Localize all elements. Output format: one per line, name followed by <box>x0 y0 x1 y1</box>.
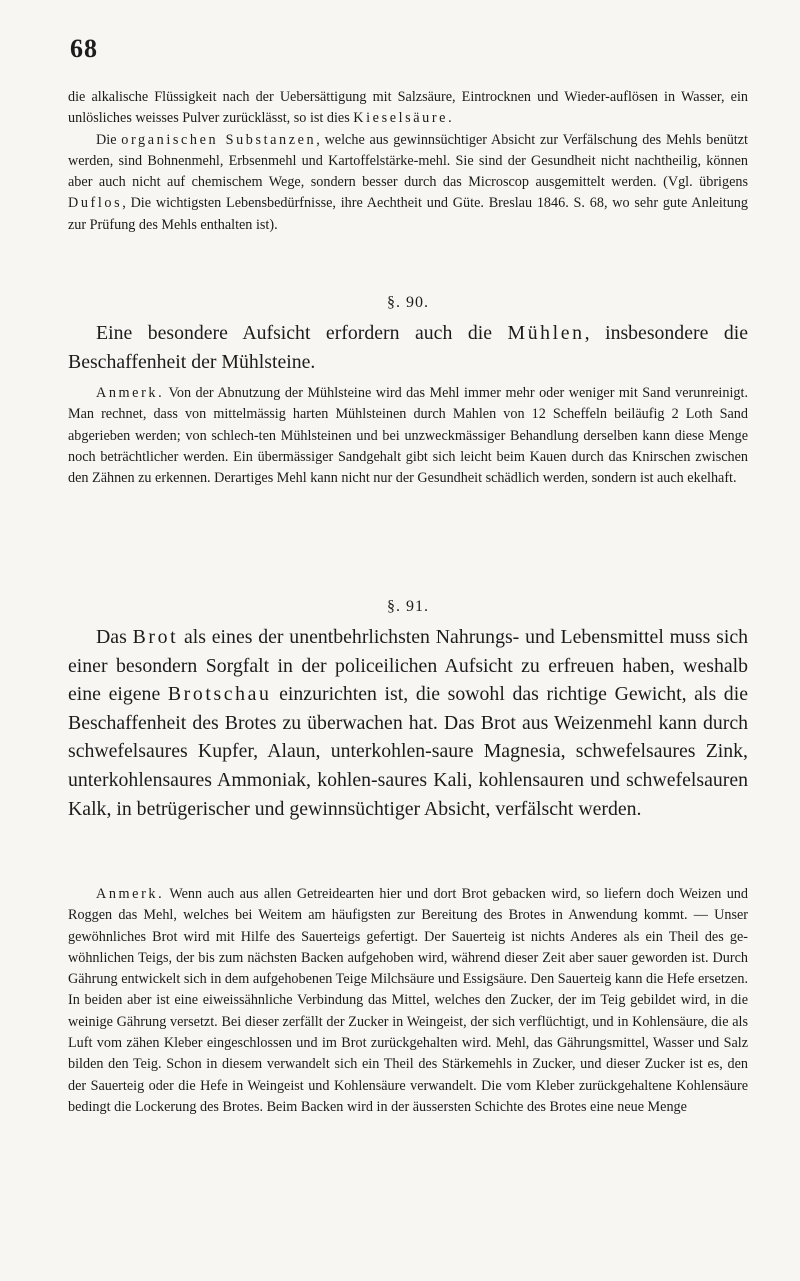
author-duflos: Duflos <box>68 195 123 212</box>
page-number: 68 <box>70 34 98 63</box>
text-run: , Die wichtigsten Lebensbedürfnisse, ihre Aechtheit und Güte. Breslau 1846. S. 68, wo sehr gute Anleitung zur Prüfung des Mehls enthalten ist). <box>68 195 748 233</box>
text-run: die alkalische Flüssigkeit nach der Uebersättigung mit Salzsäure, Eintrocknen und Wieder-auflösen in Wasser, ein unlösliches weisses Pulver zurücklässt, so ist dies <box>68 89 748 127</box>
text-run: . <box>448 110 452 127</box>
text-run: Die <box>96 131 122 148</box>
term-brotschau: Brotschau <box>167 683 272 706</box>
note-section-91 <box>68 884 748 1118</box>
text-run: einzurichten ist, die sowohl das richtige Gewicht, als die Beschaffenheit des Brotes zu überwachen hat. Das Brot aus Weizenmehl kann durch schwefelsaures Kupfer, Alaun, unterkohlen-saure Magnesia, schwefelsaures Zink, unterkohlensaures Ammoniak, kohlen-saures Kali, kohlensauren und schwefelsauren Kalk, in betrügerischer und gewinnsüchtiger Absicht, verfälscht werden. <box>68 683 748 820</box>
paragraph-organic-substances <box>68 130 748 236</box>
text-run: als eines der unentbehrlichsten Nahrungs- und Lebensmittel muss sich einer besondern Sorgfalt in der policeilichen Aufsicht zu erfreuen haben, weshalb eine eigene <box>68 626 748 706</box>
note-label: Anmerk. <box>96 886 165 902</box>
text-run: Das <box>96 626 133 648</box>
term-organic-substances: organischen Substanzen <box>121 131 317 148</box>
term-brot: Brot <box>132 626 179 648</box>
paragraph-section-90 <box>68 319 748 376</box>
note-section-90 <box>68 383 748 489</box>
paragraph-section-91 <box>68 623 748 823</box>
paragraph-kieselsaeure <box>68 87 748 130</box>
section-heading-91: §. 91. <box>387 598 429 615</box>
text-run: , welche aus gewinnsüchtiger Absicht zur Verfälschung des Mehls benützt werden, sind Bohnenmehl, Erbsenmehl und Kartoffelstärke-mehl. Sie sind der Gesundheit nicht nachtheilig, können aber auch nicht auf chemischem Wege, sondern besser durch das Microscop ausgemittelt werden. (Vgl. übrigens <box>68 131 748 191</box>
text-run: Von der Abnutzung der Mühlsteine wird das Mehl immer mehr oder weniger mit Sand verunreinigt. Man rechnet, dass von mittelmässig harten Mühlsteinen durch Mahlen von 12 Scheffeln beiläufig 2 Loth Sand abgerieben werden; von schlech-ten Mühlsteinen und bei unzweckmässiger Behandlung derselben kann diese Menge noch beträchtlicher werden. Ein übermässiger Sandgehalt gibt sich leicht beim Kauen durch das Knirschen zwischen den Zähnen zu erkennen. Derartiges Mehl kann nicht nur der Gesundheit schädlich werden, sondern ist auch ekelhaft. <box>68 385 748 487</box>
term-kieselsaeure: Kieselsäure <box>353 110 449 127</box>
note-label: Anmerk. <box>96 385 165 401</box>
intro-paragraphs <box>68 87 748 236</box>
text-run: , insbesondere die Beschaffenheit der Mühlsteine. <box>68 322 749 373</box>
text-run: Eine besondere Aufsicht erfordern auch die <box>96 322 508 344</box>
term-muehlen: Mühlen <box>507 322 585 344</box>
section-heading-90: §. 90. <box>387 294 429 311</box>
text-run: Wenn auch aus allen Getreidearten hier und dort Brot gebacken wird, so liefern doch Weizen und Roggen das Mehl, welches bei Weitem am häufigsten zur Bereitung des Brotes in Anwendung kommt. — Unser gewöhnliches Brot wird mit Hilfe des Sauerteigs gefertigt. Der Sauerteig ist nichts Anderes als ein Theil des ge-wöhnlichen Teigs, der bis zum nächsten Backen aufgehoben wird, während dieser Zeit aber sauer geworden ist. Durch Gährung entwickelt sich in dem aufgehobenen Teige Milchsäure und Essigsäure. Den Sauerteig kann die Hefe ersetzen. In beiden aber ist eine eiweissähnliche Verbindung das Mittel, welches den Zucker, der im Teig gebildet wird, in die weinige Gährung versetzt. Bei dieser zerfällt der Zucker in Weingeist, der sich verflüchtigt, und in Kohlensäure, die als Luft vom zähen Kleber eingeschlossen und im Brot zurückgehalten wird. Mehl, das Gährungsmittel, Wasser und Salz bilden den Teig. Schon in diesem verwandelt sich ein Theil des Stärkemehls in Zucker, und dieser Zucker ist es, den der Sauerteig oder die Hefe in Weingeist und Kohlensäure verwandelt. Die vom Kleber zurückgehaltene Kohlensäure bedingt die Lockerung des Brotes. Beim Backen wird in der äussersten Schichte des Brotes eine neue Menge <box>68 886 748 1115</box>
